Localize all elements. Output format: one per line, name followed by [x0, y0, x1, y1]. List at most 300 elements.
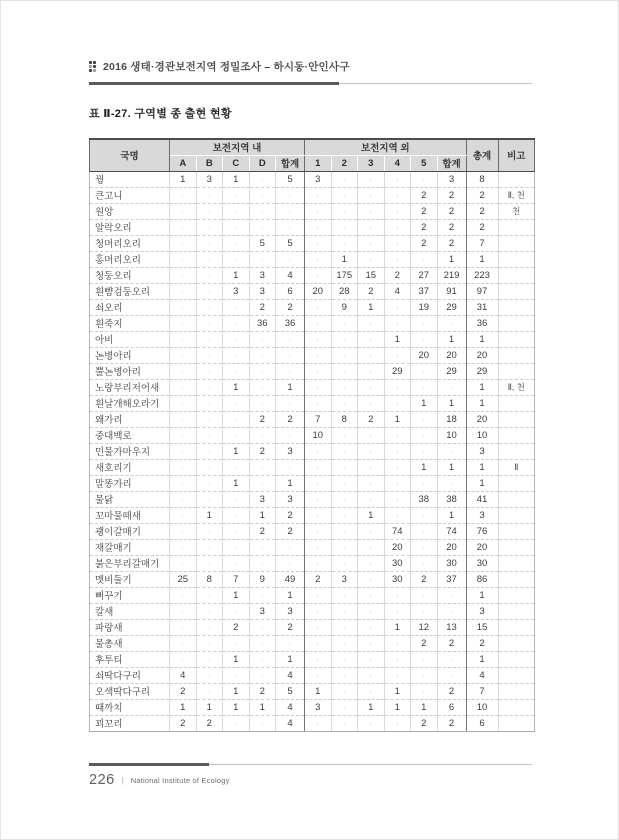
count-cell: ·	[411, 251, 438, 267]
count-cell: ·	[196, 203, 223, 219]
count-cell: 1	[170, 171, 197, 187]
count-cell: ·	[305, 651, 332, 667]
count-cell: ·	[249, 395, 276, 411]
table-row	[90, 491, 535, 507]
count-cell: ·	[196, 187, 223, 203]
table-row	[90, 411, 535, 427]
count-cell: 2	[437, 683, 466, 699]
count-cell: 1	[384, 683, 411, 699]
grand-total-cell: 2	[466, 187, 498, 203]
count-cell: ·	[196, 379, 223, 395]
note-cell	[498, 347, 535, 363]
count-cell: ·	[331, 315, 358, 331]
count-cell: ·	[305, 555, 332, 571]
count-cell: ·	[411, 651, 438, 667]
count-cell: 1	[196, 699, 223, 715]
note-cell	[498, 443, 535, 459]
species-name-cell: 재갈매기	[90, 539, 170, 555]
col-inside-d: D	[249, 155, 276, 171]
count-cell: 1	[358, 507, 385, 523]
count-cell: 3	[249, 491, 276, 507]
count-cell: ·	[305, 667, 332, 683]
count-cell: ·	[384, 315, 411, 331]
count-cell: ·	[331, 603, 358, 619]
count-cell: ·	[223, 491, 250, 507]
count-cell: ·	[170, 539, 197, 555]
species-name-cell: 아비	[90, 331, 170, 347]
count-cell: ·	[331, 363, 358, 379]
species-name-cell: 물총새	[90, 635, 170, 651]
count-cell: ·	[223, 635, 250, 651]
species-name-cell: 흰날개해오라기	[90, 395, 170, 411]
count-cell: ·	[384, 443, 411, 459]
count-cell: 2	[276, 523, 305, 539]
count-cell: 1	[276, 475, 305, 491]
species-name-cell: 후투티	[90, 651, 170, 667]
count-cell: ·	[331, 459, 358, 475]
count-cell: 2	[249, 523, 276, 539]
table-row	[90, 539, 535, 555]
count-cell: 10	[437, 427, 466, 443]
count-cell: 3	[223, 283, 250, 299]
count-cell: 1	[170, 699, 197, 715]
count-cell: ·	[223, 603, 250, 619]
count-cell: ·	[305, 635, 332, 651]
count-cell: ·	[305, 363, 332, 379]
count-cell: 2	[411, 219, 438, 235]
count-cell: ·	[331, 555, 358, 571]
count-cell: 8	[331, 411, 358, 427]
col-outside-subtotal: 합계	[437, 155, 466, 171]
count-cell: 30	[384, 555, 411, 571]
note-cell	[498, 363, 535, 379]
species-name-cell: 꿩	[90, 171, 170, 187]
count-cell: ·	[170, 219, 197, 235]
count-cell: ·	[276, 203, 305, 219]
count-cell: ·	[223, 363, 250, 379]
col-outside-3: 3	[358, 155, 385, 171]
note-cell	[498, 427, 535, 443]
count-cell: 38	[411, 491, 438, 507]
note-cell	[498, 219, 535, 235]
count-cell: 2	[249, 411, 276, 427]
count-cell: 1	[223, 699, 250, 715]
count-cell: 18	[437, 411, 466, 427]
count-cell: ·	[358, 667, 385, 683]
count-cell: ·	[196, 219, 223, 235]
count-cell: ·	[331, 395, 358, 411]
count-cell: ·	[223, 187, 250, 203]
note-cell	[498, 235, 535, 251]
count-cell: ·	[196, 587, 223, 603]
count-cell: ·	[437, 475, 466, 491]
species-name-cell: 붉은부리갈매기	[90, 555, 170, 571]
count-cell: ·	[196, 427, 223, 443]
table-row	[90, 427, 535, 443]
count-cell: ·	[196, 459, 223, 475]
count-cell: ·	[170, 363, 197, 379]
count-cell: 1	[437, 459, 466, 475]
count-cell: ·	[305, 219, 332, 235]
count-cell: ·	[358, 331, 385, 347]
count-cell: ·	[196, 523, 223, 539]
table-row	[90, 283, 535, 299]
species-name-cell: 오색딱다구리	[90, 683, 170, 699]
species-name-cell: 칼새	[90, 603, 170, 619]
count-cell: ·	[411, 683, 438, 699]
count-cell: ·	[276, 251, 305, 267]
col-outside-5: 5	[411, 155, 438, 171]
grand-total-cell: 4	[466, 667, 498, 683]
species-name-cell: 뿔논병아리	[90, 363, 170, 379]
count-cell: 36	[276, 315, 305, 331]
count-cell: 1	[223, 379, 250, 395]
count-cell: ·	[358, 363, 385, 379]
count-cell: 1	[223, 587, 250, 603]
count-cell: ·	[358, 475, 385, 491]
page-number: 226	[89, 772, 115, 788]
count-cell: ·	[196, 667, 223, 683]
count-cell: ·	[170, 603, 197, 619]
note-cell	[498, 395, 535, 411]
count-cell: ·	[384, 715, 411, 731]
note-cell	[498, 491, 535, 507]
count-cell: 2	[437, 635, 466, 651]
count-cell: ·	[331, 619, 358, 635]
species-name-cell: 뻐꾸기	[90, 587, 170, 603]
count-cell: 2	[411, 715, 438, 731]
species-name-cell: 말똥가리	[90, 475, 170, 491]
col-outside-2: 2	[331, 155, 358, 171]
count-cell: ·	[331, 171, 358, 187]
count-cell: ·	[437, 379, 466, 395]
table-row	[90, 587, 535, 603]
note-cell	[498, 523, 535, 539]
note-cell	[498, 331, 535, 347]
grand-total-cell: 8	[466, 171, 498, 187]
count-cell: ·	[358, 619, 385, 635]
count-cell: 1	[305, 683, 332, 699]
grand-total-cell: 7	[466, 235, 498, 251]
count-cell: ·	[249, 555, 276, 571]
table-row	[90, 379, 535, 395]
note-cell	[498, 283, 535, 299]
count-cell: ·	[358, 635, 385, 651]
table-row	[90, 507, 535, 523]
count-cell: 28	[331, 283, 358, 299]
count-cell: ·	[305, 235, 332, 251]
count-cell: ·	[384, 187, 411, 203]
count-cell: ·	[249, 331, 276, 347]
count-cell: ·	[276, 635, 305, 651]
running-head	[89, 59, 532, 74]
count-cell: ·	[249, 475, 276, 491]
count-cell: ·	[331, 523, 358, 539]
count-cell: 13	[437, 619, 466, 635]
count-cell: 4	[384, 283, 411, 299]
count-cell: ·	[384, 219, 411, 235]
species-name-cell: 원앙	[90, 203, 170, 219]
header-rule	[89, 82, 532, 85]
col-note: 비고	[498, 139, 535, 171]
count-cell: ·	[411, 603, 438, 619]
count-cell: ·	[305, 347, 332, 363]
count-cell: 1	[331, 251, 358, 267]
count-cell: ·	[249, 427, 276, 443]
grand-total-cell: 86	[466, 571, 498, 587]
count-cell: 3	[276, 443, 305, 459]
count-cell: 30	[384, 571, 411, 587]
count-cell: ·	[223, 219, 250, 235]
col-outside-4: 4	[384, 155, 411, 171]
grand-total-cell: 6	[466, 715, 498, 731]
count-cell: ·	[437, 603, 466, 619]
count-cell: ·	[170, 651, 197, 667]
count-cell: ·	[358, 539, 385, 555]
count-cell: ·	[276, 555, 305, 571]
count-cell: 5	[276, 683, 305, 699]
count-cell: ·	[249, 651, 276, 667]
count-cell: ·	[170, 203, 197, 219]
count-cell: ·	[276, 395, 305, 411]
count-cell: ·	[170, 347, 197, 363]
count-cell: ·	[170, 395, 197, 411]
count-cell: ·	[358, 491, 385, 507]
count-cell: 2	[170, 715, 197, 731]
count-cell: ·	[411, 667, 438, 683]
count-cell: 1	[384, 619, 411, 635]
species-name-cell: 괭이갈매기	[90, 523, 170, 539]
grand-total-cell: 10	[466, 699, 498, 715]
count-cell: ·	[223, 523, 250, 539]
grand-total-cell: 7	[466, 683, 498, 699]
dots-icon	[89, 61, 96, 72]
count-cell: 10	[305, 427, 332, 443]
grand-total-cell: 97	[466, 283, 498, 299]
table-row	[90, 635, 535, 651]
grand-total-cell: 223	[466, 267, 498, 283]
species-name-cell: 꼬마물떼새	[90, 507, 170, 523]
count-cell: ·	[358, 459, 385, 475]
count-cell: ·	[196, 363, 223, 379]
count-cell: 4	[276, 699, 305, 715]
count-cell: 30	[437, 555, 466, 571]
count-cell: ·	[249, 667, 276, 683]
count-cell: ·	[196, 475, 223, 491]
grand-total-cell: 20	[466, 539, 498, 555]
count-cell: 1	[276, 379, 305, 395]
note-cell	[498, 715, 535, 731]
table-row	[90, 299, 535, 315]
count-cell: ·	[196, 235, 223, 251]
count-cell: ·	[249, 219, 276, 235]
count-cell: ·	[196, 315, 223, 331]
count-cell: 5	[249, 235, 276, 251]
table-row	[90, 619, 535, 635]
count-cell: 29	[437, 299, 466, 315]
count-cell: 29	[384, 363, 411, 379]
count-cell: 20	[384, 539, 411, 555]
count-cell: ·	[223, 555, 250, 571]
grand-total-cell: 2	[466, 635, 498, 651]
count-cell: 3	[196, 171, 223, 187]
count-cell: ·	[411, 475, 438, 491]
count-cell: ·	[384, 299, 411, 315]
table-row	[90, 459, 535, 475]
species-name-cell: 흰죽지	[90, 315, 170, 331]
count-cell: 219	[437, 267, 466, 283]
count-cell: ·	[358, 555, 385, 571]
note-cell	[498, 651, 535, 667]
count-cell: 15	[358, 267, 385, 283]
note-cell	[498, 315, 535, 331]
count-cell: ·	[411, 443, 438, 459]
count-cell: ·	[196, 555, 223, 571]
count-cell: ·	[223, 539, 250, 555]
count-cell: ·	[223, 299, 250, 315]
note-cell: Ⅱ	[498, 459, 535, 475]
count-cell: ·	[249, 251, 276, 267]
table-header	[90, 139, 535, 171]
note-cell	[498, 251, 535, 267]
count-cell: 1	[437, 331, 466, 347]
count-cell: 2	[411, 635, 438, 651]
count-cell: 1	[411, 459, 438, 475]
count-cell: ·	[249, 203, 276, 219]
count-cell: ·	[384, 395, 411, 411]
table-row	[90, 715, 535, 731]
species-name-cell: 알락오리	[90, 219, 170, 235]
count-cell: 27	[411, 267, 438, 283]
publisher-name: National Institute of Ecology	[130, 775, 230, 785]
count-cell: 9	[331, 299, 358, 315]
species-name-cell: 쇠딱다구리	[90, 667, 170, 683]
grand-total-cell: 1	[466, 251, 498, 267]
count-cell: ·	[331, 539, 358, 555]
count-cell: ·	[170, 555, 197, 571]
count-cell: ·	[276, 187, 305, 203]
count-cell: ·	[358, 683, 385, 699]
count-cell: ·	[331, 587, 358, 603]
count-cell: ·	[331, 651, 358, 667]
count-cell: ·	[331, 443, 358, 459]
count-cell: ·	[331, 347, 358, 363]
note-cell	[498, 699, 535, 715]
count-cell: ·	[331, 683, 358, 699]
table-row	[90, 347, 535, 363]
note-cell	[498, 603, 535, 619]
count-cell: ·	[223, 459, 250, 475]
count-cell: ·	[358, 443, 385, 459]
count-cell: ·	[384, 635, 411, 651]
count-cell: 3	[249, 283, 276, 299]
count-cell: 1	[223, 171, 250, 187]
note-cell: Ⅱ, 천	[498, 379, 535, 395]
count-cell: 20	[411, 347, 438, 363]
count-cell: ·	[331, 667, 358, 683]
count-cell: 4	[276, 715, 305, 731]
count-cell: ·	[358, 219, 385, 235]
count-cell: ·	[305, 331, 332, 347]
table-row	[90, 171, 535, 187]
count-cell: ·	[331, 699, 358, 715]
count-cell: ·	[196, 267, 223, 283]
count-cell: 3	[276, 603, 305, 619]
grand-total-cell: 29	[466, 363, 498, 379]
count-cell: 91	[437, 283, 466, 299]
count-cell: 1	[276, 587, 305, 603]
running-head-title: 2016 생태·경관보전지역 정밀조사 – 하시동·안인사구	[103, 61, 350, 73]
count-cell: 29	[437, 363, 466, 379]
count-cell: ·	[305, 619, 332, 635]
grand-total-cell: 76	[466, 523, 498, 539]
count-cell: 5	[276, 171, 305, 187]
col-grand-total: 총계	[466, 139, 498, 171]
grand-total-cell: 15	[466, 619, 498, 635]
table-row	[90, 475, 535, 491]
count-cell: ·	[411, 331, 438, 347]
count-cell: ·	[358, 171, 385, 187]
species-name-cell: 노랑부리저어새	[90, 379, 170, 395]
count-cell: 2	[437, 203, 466, 219]
species-occurrence-table	[89, 138, 535, 732]
note-cell	[498, 587, 535, 603]
count-cell: ·	[170, 187, 197, 203]
species-name-cell: 왜가리	[90, 411, 170, 427]
count-cell: ·	[223, 715, 250, 731]
table-row	[90, 555, 535, 571]
species-name-cell: 물닭	[90, 491, 170, 507]
count-cell: ·	[437, 587, 466, 603]
count-cell: ·	[196, 651, 223, 667]
count-cell: ·	[223, 235, 250, 251]
count-cell: ·	[276, 459, 305, 475]
count-cell: ·	[358, 603, 385, 619]
count-cell: 1	[411, 699, 438, 715]
count-cell: ·	[411, 555, 438, 571]
grand-total-cell: 1	[466, 475, 498, 491]
count-cell: ·	[358, 315, 385, 331]
count-cell: ·	[223, 251, 250, 267]
count-cell: 2	[276, 507, 305, 523]
grand-total-cell: 1	[466, 331, 498, 347]
count-cell: 20	[437, 347, 466, 363]
footer-separator: |	[121, 775, 124, 785]
col-group-outside: 보전지역 외	[305, 139, 467, 155]
note-cell: 천	[498, 203, 535, 219]
note-cell	[498, 555, 535, 571]
count-cell: ·	[358, 587, 385, 603]
count-cell: ·	[305, 507, 332, 523]
count-cell: ·	[358, 203, 385, 219]
count-cell: ·	[358, 427, 385, 443]
table-row	[90, 363, 535, 379]
count-cell: ·	[249, 347, 276, 363]
count-cell: ·	[196, 603, 223, 619]
count-cell: 3	[249, 603, 276, 619]
count-cell: ·	[170, 331, 197, 347]
count-cell: ·	[411, 411, 438, 427]
grand-total-cell: 1	[466, 587, 498, 603]
species-name-cell: 큰고니	[90, 187, 170, 203]
count-cell: ·	[196, 395, 223, 411]
count-cell: ·	[384, 587, 411, 603]
grand-total-cell: 20	[466, 411, 498, 427]
grand-total-cell: 3	[466, 507, 498, 523]
species-name-cell: 청둥오리	[90, 267, 170, 283]
count-cell: 4	[170, 667, 197, 683]
table-row	[90, 395, 535, 411]
